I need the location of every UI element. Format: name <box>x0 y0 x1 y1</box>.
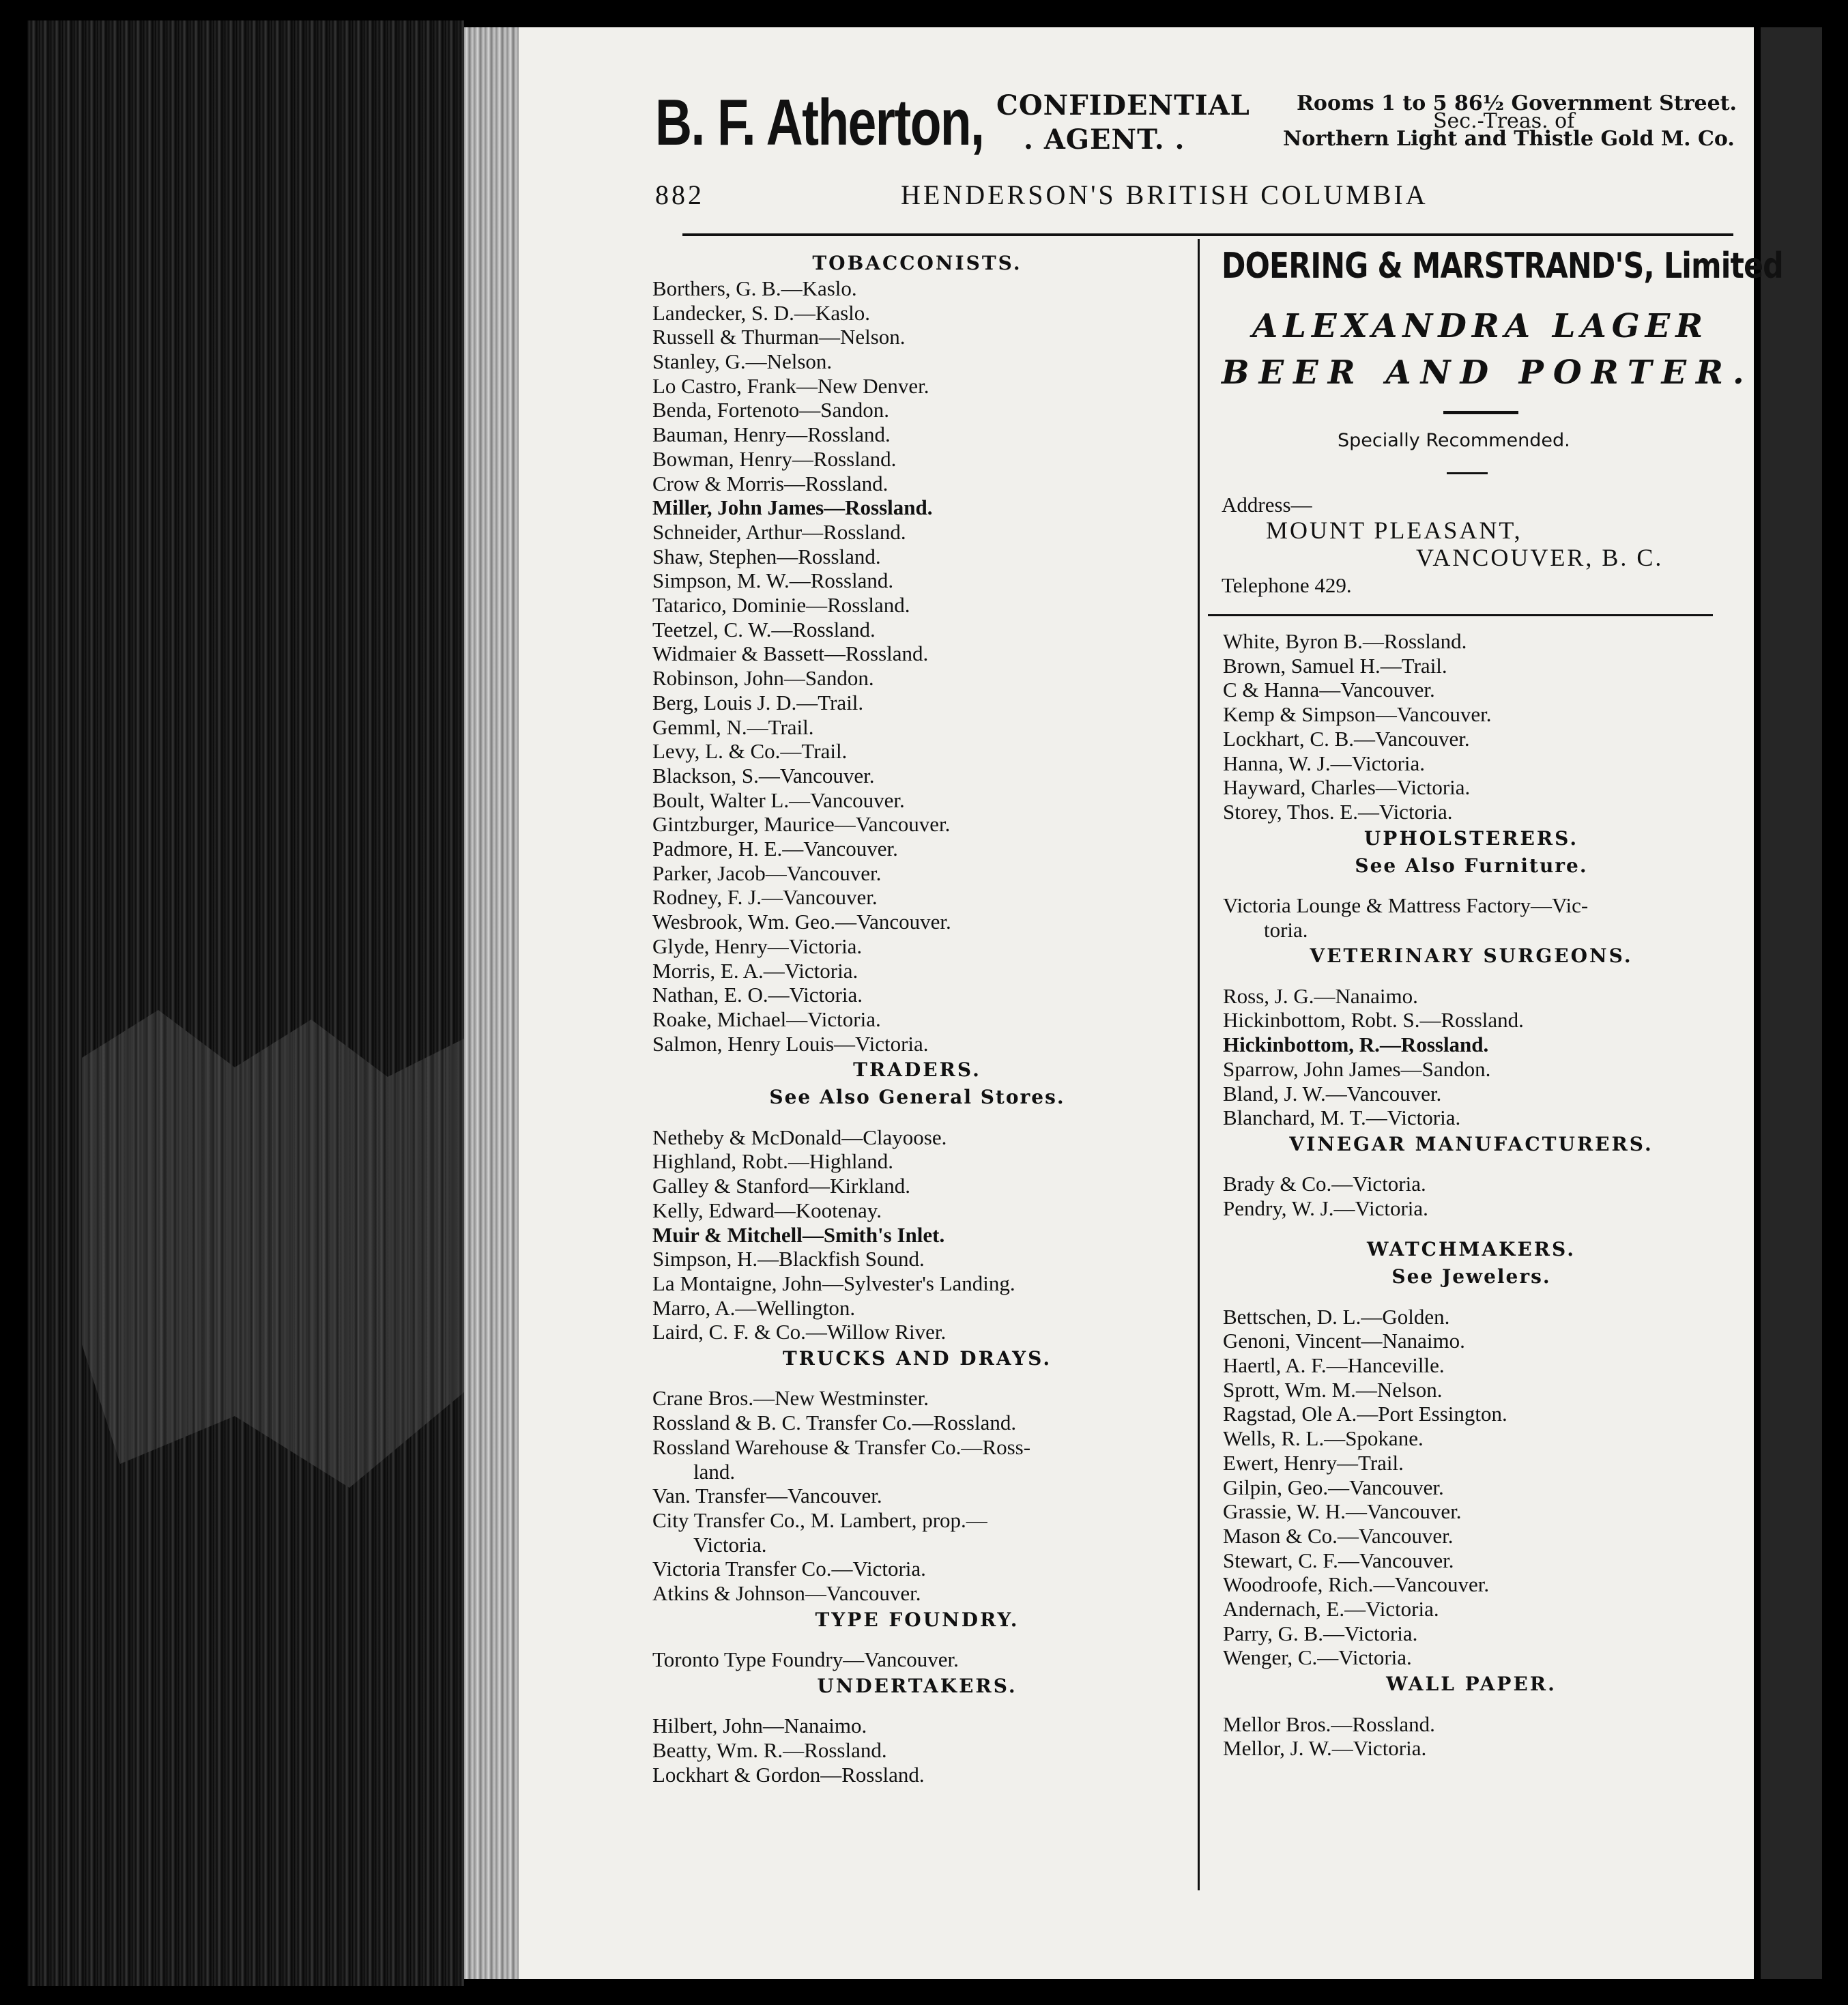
directory-entry: Bauman, Henry—Rossland. <box>652 422 891 447</box>
directory-entry: Wenger, C.—Victoria. <box>1223 1645 1412 1670</box>
directory-entry: Morris, E. A.—Victoria. <box>652 958 858 983</box>
directory-entry: Van. Transfer—Vancouver. <box>652 1484 882 1508</box>
directory-entry: Laird, C. F. & Co.—Willow River. <box>652 1320 947 1344</box>
doering-ad-address1: MOUNT PLEASANT, <box>1266 517 1522 544</box>
directory-entry: Schneider, Arthur—Rossland. <box>652 519 906 544</box>
directory-entry: Victoria Lounge & Mattress Factory—Vic- <box>1223 893 1589 917</box>
directory-entry: Marro, A.—Wellington. <box>652 1295 856 1320</box>
directory-entry: Berg, Louis J. D.—Trail. <box>652 690 864 715</box>
directory-entry: Robinson, John—Sandon. <box>652 666 874 691</box>
doering-ad-recommended: Specially Recommended. <box>1338 430 1570 451</box>
directory-entry: Ross, J. G.—Nanaimo. <box>1223 983 1418 1008</box>
doering-ad-address2: VANCOUVER, B. C. <box>1416 544 1664 571</box>
section-heading: VINEGAR MANUFACTURERS. <box>1289 1132 1654 1155</box>
page-edges <box>464 27 525 1979</box>
directory-entry: Grassie, W. H.—Vancouver. <box>1223 1499 1462 1524</box>
doering-ad-line1: ALEXANDRA LAGER <box>1252 307 1709 345</box>
directory-entry: Blanchard, M. T.—Victoria. <box>1223 1106 1461 1130</box>
directory-entry: Mason & Co.—Vancouver. <box>1223 1523 1454 1548</box>
directory-entry: Gemml, N.—Trail. <box>652 715 814 739</box>
directory-entry: Victoria Transfer Co.—Victoria. <box>652 1557 926 1581</box>
page-number: 882 <box>655 179 704 210</box>
directory-entry: Lockhart & Gordon—Rossland. <box>652 1762 925 1787</box>
ad-rooms: Rooms 1 to 5 86½ Government Street. <box>1297 91 1737 115</box>
header-rule <box>682 233 1733 236</box>
section-see-also: See Also General Stores. <box>769 1086 1065 1109</box>
directory-entry: Galley & Stanford—Kirkland. <box>652 1174 910 1198</box>
directory-entry: Wells, R. L.—Spokane. <box>1223 1426 1424 1451</box>
section-heading: TRUCKS AND DRAYS. <box>782 1347 1052 1370</box>
ad-name: B. F. Atherton, <box>655 86 984 159</box>
directory-entry: land. <box>693 1459 736 1484</box>
directory-entry: Rossland & B. C. Transfer Co.—Rossland. <box>652 1411 1017 1435</box>
directory-entry: Crow & Morris—Rossland. <box>652 471 889 495</box>
directory-entry: Nathan, E. O.—Victoria. <box>652 983 863 1007</box>
directory-entry: Hickinbottom, R.—Rossland. <box>1223 1033 1489 1057</box>
directory-entry: Brown, Samuel H.—Trail. <box>1223 653 1447 678</box>
directory-entry: Atkins & Johnson—Vancouver. <box>652 1581 921 1606</box>
doering-ad-rule-2 <box>1447 472 1488 474</box>
directory-entry: Bowman, Henry—Rossland. <box>652 446 897 471</box>
ad-confidential: CONFIDENTIAL <box>996 89 1250 121</box>
directory-entry: Sparrow, John James—Sandon. <box>1223 1056 1491 1081</box>
directory-entry: Miller, John James—Rossland. <box>652 495 933 520</box>
directory-entry: Ragstad, Ole A.—Port Essington. <box>1223 1402 1507 1426</box>
directory-entry: Stewart, C. F.—Vancouver. <box>1223 1548 1454 1572</box>
directory-entry: Andernach, E.—Victoria. <box>1223 1597 1439 1621</box>
section-heading: VETERINARY SURGEONS. <box>1310 944 1633 968</box>
section-see-also: See Also Furniture. <box>1355 854 1588 877</box>
ad-sec-treas: Sec.-Treas. of <box>1433 109 1575 133</box>
directory-entry: Hayward, Charles—Victoria. <box>1223 775 1471 800</box>
directory-entry: Kelly, Edward—Kootenay. <box>652 1198 882 1222</box>
section-heading: UNDERTAKERS. <box>817 1674 1017 1697</box>
directory-entry: toria. <box>1264 917 1308 942</box>
directory-entry: La Montaigne, John—Sylvester's Landing. <box>652 1271 1015 1295</box>
directory-entry: Hickinbottom, Robt. S.—Rossland. <box>1223 1008 1524 1033</box>
directory-entry: Benda, Fortenoto—Sandon. <box>652 398 889 422</box>
directory-entry: Woodroofe, Rich.—Vancouver. <box>1223 1572 1490 1597</box>
doering-ad-title: DOERING & MARSTRAND'S, Limited <box>1222 246 1783 287</box>
directory-entry: Ewert, Henry—Trail. <box>1223 1450 1404 1475</box>
directory-entry: Pendry, W. J.—Victoria. <box>1223 1196 1428 1221</box>
directory-entry: Salmon, Henry Louis—Victoria. <box>652 1031 929 1056</box>
directory-entry: Mellor Bros.—Rossland. <box>1223 1712 1435 1736</box>
section-see-also: See Jewelers. <box>1391 1265 1551 1288</box>
section-heading: TOBACCONISTS. <box>812 252 1022 274</box>
directory-entry: Landecker, S. D.—Kaslo. <box>652 300 871 325</box>
directory-entry: Genoni, Vincent—Nanaimo. <box>1223 1329 1465 1353</box>
directory-entry: Widmaier & Bassett—Rossland. <box>652 641 929 666</box>
directory-entry: Rossland Warehouse & Transfer Co.—Ross- <box>652 1434 1031 1459</box>
directory-entry: Boult, Walter L.—Vancouver. <box>652 788 905 812</box>
directory-entry: Tatarico, Dominie—Rossland. <box>652 593 910 618</box>
directory-entry: Borthers, G. B.—Kaslo. <box>652 276 857 300</box>
directory-entry: Highland, Robt.—Highland. <box>652 1149 894 1174</box>
directory-entry: Toronto Type Foundry—Vancouver. <box>652 1647 959 1672</box>
directory-entry: Brady & Co.—Victoria. <box>1223 1172 1426 1196</box>
column-divider <box>1198 239 1200 1890</box>
directory-entry: City Transfer Co., M. Lambert, prop.— <box>652 1508 987 1532</box>
directory-page <box>519 27 1783 1979</box>
directory-entry: Victoria. <box>693 1532 767 1557</box>
directory-entry: Levy, L. & Co.—Trail. <box>652 739 848 764</box>
doering-ad-address-label: Address— <box>1222 493 1312 517</box>
doering-ad-telephone: Telephone 429. <box>1222 573 1352 597</box>
directory-entry: Muir & Mitchell—Smith's Inlet. <box>652 1222 945 1247</box>
running-head: HENDERSON'S BRITISH COLUMBIA <box>901 179 1428 210</box>
directory-entry: Lo Castro, Frank—New Denver. <box>652 373 929 398</box>
directory-entry: Shaw, Stephen—Rossland. <box>652 544 881 568</box>
directory-entry: Netheby & McDonald—Clayoose. <box>652 1125 947 1149</box>
directory-entry: Russell & Thurman—Nelson. <box>652 325 906 349</box>
directory-entry: Lockhart, C. B.—Vancouver. <box>1223 726 1470 751</box>
spine-water-stain <box>82 1010 464 1488</box>
directory-entry: Blackson, S.—Vancouver. <box>652 763 875 788</box>
directory-entry: Beatty, Wm. R.—Rossland. <box>652 1737 887 1762</box>
directory-entry: Stanley, G.—Nelson. <box>652 349 833 374</box>
directory-entry: Bland, J. W.—Vancouver. <box>1223 1081 1442 1106</box>
section-heading: WALL PAPER. <box>1386 1673 1557 1696</box>
directory-entry: C & Hanna—Vancouver. <box>1223 678 1435 702</box>
directory-entry: Kemp & Simpson—Vancouver. <box>1223 702 1492 727</box>
directory-entry: Crane Bros.—New Westminster. <box>652 1386 929 1411</box>
directory-entry: Wesbrook, Wm. Geo.—Vancouver. <box>652 910 951 934</box>
directory-entry: Teetzel, C. W.—Rossland. <box>652 617 876 641</box>
directory-entry: Bettschen, D. L.—Golden. <box>1223 1304 1450 1329</box>
ad-agent: . AGENT. . <box>1024 124 1185 156</box>
directory-entry: Simpson, M. W.—Rossland. <box>652 568 894 593</box>
directory-entry: Gilpin, Geo.—Vancouver. <box>1223 1475 1444 1499</box>
directory-entry: Haertl, A. F.—Hanceville. <box>1223 1353 1445 1377</box>
right-page-edge <box>1761 27 1822 1979</box>
doering-ad-line2: BEER AND PORTER. <box>1222 354 1754 392</box>
directory-entry: Glyde, Henry—Victoria. <box>652 934 863 958</box>
directory-entry: Hilbert, John—Nanaimo. <box>652 1714 867 1738</box>
directory-entry: Storey, Thos. E.—Victoria. <box>1223 799 1453 824</box>
ad-company: Northern Light and Thistle Gold M. Co. <box>1283 127 1735 151</box>
directory-entry: Parry, G. B.—Victoria. <box>1223 1621 1418 1645</box>
section-heading: TYPE FOUNDRY. <box>815 1608 1020 1631</box>
doering-ad-bottom-rule <box>1208 614 1713 616</box>
book-spine-edge <box>27 20 464 1986</box>
section-heading: UPHOLSTERERS. <box>1363 826 1579 850</box>
directory-entry: Gintzburger, Maurice—Vancouver. <box>652 812 951 837</box>
directory-entry: Rodney, F. J.—Vancouver. <box>652 885 878 910</box>
section-heading: WATCHMAKERS. <box>1366 1238 1576 1261</box>
section-heading: TRADERS. <box>853 1058 981 1082</box>
directory-entry: Mellor, J. W.—Victoria. <box>1223 1736 1427 1761</box>
directory-entry: White, Byron B.—Rossland. <box>1223 629 1467 653</box>
doering-ad-rule <box>1443 411 1518 414</box>
directory-entry: Sprott, Wm. M.—Nelson. <box>1223 1377 1443 1402</box>
directory-entry: Roake, Michael—Victoria. <box>652 1007 881 1031</box>
directory-entry: Hanna, W. J.—Victoria. <box>1223 751 1426 775</box>
directory-entry: Simpson, H.—Blackfish Sound. <box>652 1247 925 1271</box>
directory-entry: Parker, Jacob—Vancouver. <box>652 861 882 885</box>
directory-entry: Padmore, H. E.—Vancouver. <box>652 837 898 861</box>
